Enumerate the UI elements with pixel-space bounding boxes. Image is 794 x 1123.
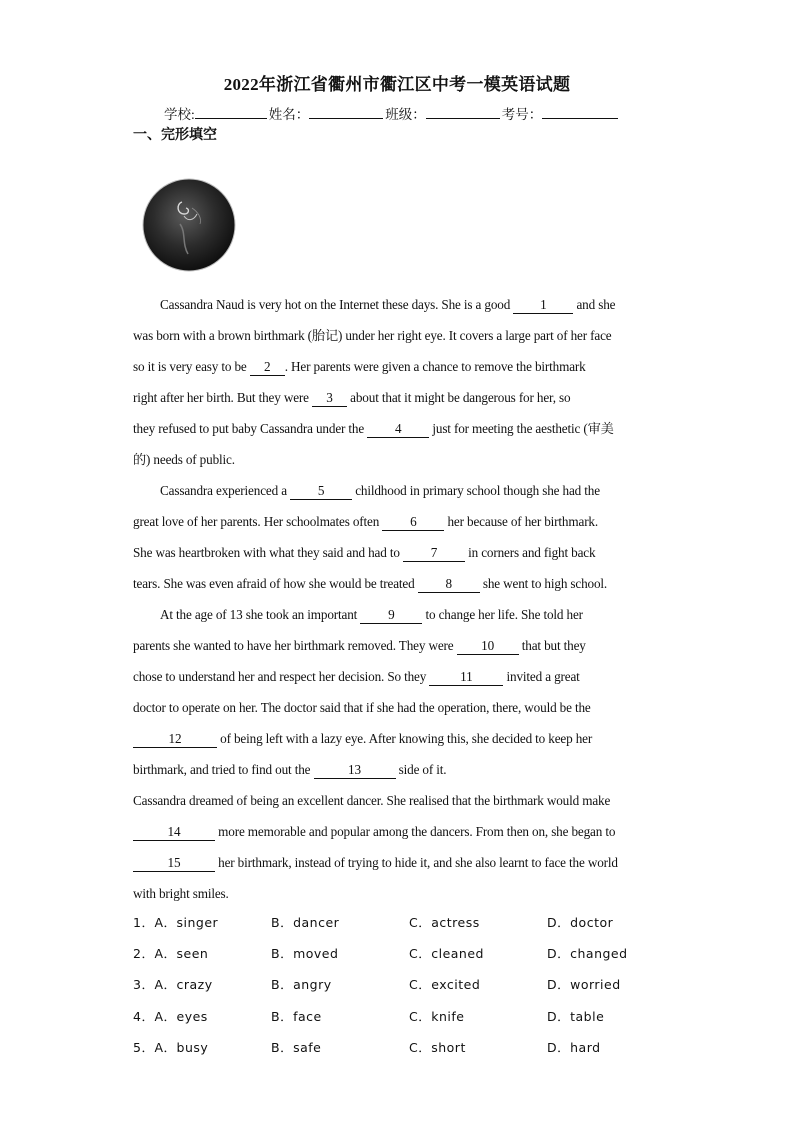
passage-line: right after her birth. But they were 3 about that it might be dangerous for her, so [133, 390, 571, 405]
number-label: 考号： [501, 107, 543, 122]
passage-line: they refused to put baby Cassandra under the 4 just for meeting the aesthetic (审美 [133, 421, 614, 436]
blank-12[interactable]: 12 [133, 731, 217, 748]
student-info-line [164, 103, 620, 123]
number-blank[interactable] [542, 105, 618, 119]
passage-line: doctor to operate on her. The doctor said that if she had the operation, there, would be the [133, 700, 591, 715]
blank-6[interactable]: 6 [382, 514, 444, 531]
section-heading: 一、完形填空 [133, 128, 217, 143]
passage-line: Cassandra experienced a 5 childhood in primary school though she had the [160, 483, 600, 498]
option-a[interactable]: 4．A．eyes [133, 1008, 208, 1024]
option-a[interactable]: 2．A．seen [133, 946, 209, 962]
option-b[interactable]: B．dancer [271, 915, 340, 930]
option-b[interactable]: B．angry [271, 977, 332, 993]
blank-7[interactable]: 7 [403, 545, 465, 562]
option-b[interactable]: B．face [271, 1008, 322, 1024]
blank-14[interactable]: 14 [133, 824, 215, 841]
name-label: 姓名： [268, 107, 310, 122]
option-d[interactable]: D．table [547, 1008, 605, 1024]
passage-line: 14 more memorable and popular among the dancers. From then on, she began to [133, 816, 663, 847]
birthmark-photo [142, 178, 236, 272]
passage-line: Cassandra Naud is very hot on the Internet these days. She is a good 1 and she [160, 297, 616, 312]
option-b[interactable]: B．moved [271, 946, 339, 962]
option-d[interactable]: D．worried [547, 977, 621, 993]
blank-5[interactable]: 5 [290, 483, 352, 500]
option-c[interactable]: C．short [409, 1039, 466, 1055]
option-a[interactable]: 1．A．singer [133, 915, 219, 930]
passage-line: great love of her parents. Her schoolmates often 6 her because of her birthmark. [133, 514, 599, 529]
blank-10[interactable]: 10 [457, 638, 519, 655]
option-a[interactable]: 5．A．busy [133, 1039, 209, 1055]
blank-13[interactable]: 13 [314, 762, 396, 779]
passage-line: 的) needs of public. [133, 452, 235, 467]
option-c[interactable]: C．cleaned [409, 946, 484, 962]
option-d[interactable]: D．doctor [547, 915, 614, 930]
blank-8[interactable]: 8 [418, 576, 480, 593]
passage-line: parents she wanted to have her birthmark removed. They were 10 that but they [133, 638, 586, 653]
blank-2[interactable]: 2 [250, 359, 285, 376]
passage-line: Cassandra dreamed of being an excellent dancer. She realised that the birthmark would make [133, 793, 611, 808]
passage-line: 12 of being left with a lazy eye. After knowing this, she decided to keep her [133, 723, 663, 754]
school-label: 学校: [164, 107, 195, 122]
blank-15[interactable]: 15 [133, 855, 215, 872]
page-title: 2022年浙江省衢州市衢江区中考一模英语试题 [223, 75, 571, 94]
class-label: 班级： [385, 107, 426, 122]
passage-line: was born with a brown birthmark (胎记) under her right eye. It covers a large part of her face [133, 328, 612, 343]
name-blank[interactable] [309, 105, 383, 119]
passage-line: She was heartbroken with what they said and had to 7 in corners and fight back [133, 545, 596, 560]
passage-line: with bright smiles. [133, 886, 229, 901]
option-c[interactable]: C．actress [409, 915, 480, 930]
class-blank[interactable] [426, 105, 500, 119]
passage-line: At the age of 13 she took an important 9 to change her life. She told her [160, 607, 583, 622]
blank-4[interactable]: 4 [367, 421, 429, 438]
passage-line: chose to understand her and respect her decision. So they 11 invited a great [133, 669, 580, 684]
school-blank[interactable] [195, 105, 267, 119]
passage [133, 289, 663, 909]
blank-11[interactable]: 11 [429, 669, 503, 686]
option-d[interactable]: D．hard [547, 1039, 601, 1055]
passage-line: tears. She was even afraid of how she would be treated 8 she went to high school. [133, 576, 608, 591]
option-c[interactable]: C．knife [409, 1008, 465, 1024]
passage-line: birthmark, and tried to find out the 13 side of it. [133, 762, 447, 777]
blank-1[interactable]: 1 [513, 297, 573, 314]
option-c[interactable]: C．excited [409, 977, 481, 993]
option-d[interactable]: D．changed [547, 946, 628, 962]
blank-3[interactable]: 3 [312, 390, 347, 407]
option-b[interactable]: B．safe [271, 1039, 322, 1055]
option-a[interactable]: 3．A．crazy [133, 977, 213, 993]
passage-line: 15 her birthmark, instead of trying to hide it, and she also learnt to face the world [133, 847, 663, 878]
blank-9[interactable]: 9 [360, 607, 422, 624]
passage-line: so it is very easy to be 2 . Her parents were given a chance to remove the birthmark [133, 359, 586, 374]
